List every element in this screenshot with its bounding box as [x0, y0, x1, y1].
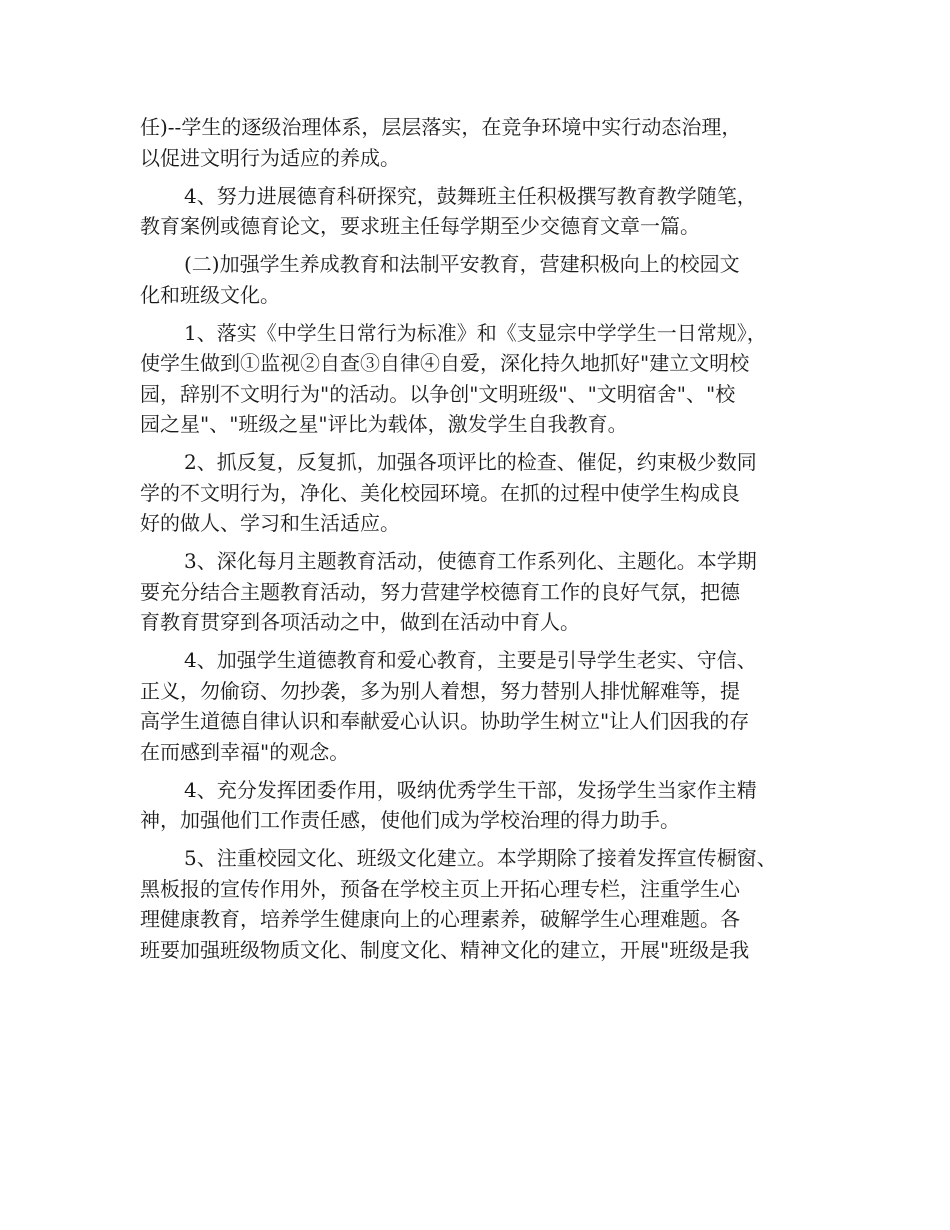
paragraph-line: 以促进文明行为适应的养成。 — [140, 145, 400, 170]
paragraph-line: 在而感到幸福"的观念。 — [140, 739, 350, 764]
document-body — [140, 112, 830, 965]
paragraph-line: 育教育贯穿到各项活动之中，做到在活动中育人。 — [140, 610, 580, 634]
paragraph-line: 任)--学生的逐级治理体系，层层落实，在竞争环境中实行动态治理， — [140, 115, 742, 139]
paragraph-line: 化和班级文化。 — [140, 282, 280, 307]
paragraph-line: 3、深化每月主题教育活动，使德育工作系列化、主题化。本学期 — [184, 549, 757, 573]
paragraph-line: 教育案例或德育论文，要求班主任每学期至少交德育文章一篇。 — [140, 214, 700, 238]
paragraph-line: 学的不文明行为，净化、美化校园环境。在抓的过程中使学生构成良 — [140, 480, 740, 505]
paragraph-line: 班要加强班级物质文化、制度文化、精神文化的建立，开展"班级是我 — [140, 937, 750, 962]
paragraph-line: 正义，勿偷窃、勿抄袭，多为别人着想，努力替别人排忧解难等，提 — [140, 678, 740, 703]
paragraph-line: 4、加强学生道德教育和爱心教育，主要是引导学生老实、守信、 — [184, 648, 757, 672]
paragraph-line: 使学生做到①监视②自查③自律④自爱，深化持久地抓好"建立文明校 — [140, 351, 750, 375]
paragraph-line: 园，辞别不文明行为"的活动。以争创"文明班级"、"文明宿舍"、"校 — [140, 381, 736, 406]
paragraph-line: 1、落实《中学生日常行为标准》和《支显宗中学学生一日常规》， — [184, 320, 767, 345]
paragraph-line: 4、充分发挥团委作用，吸纳优秀学生干部，发扬学生当家作主精 — [184, 777, 757, 802]
paragraph-line: 黑板报的宣传作用外，预备在学校主页上开拓心理专栏，注重学生心 — [140, 876, 740, 901]
paragraph-line: 5、注重校园文化、班级文化建立。本学期除了接着发挥宣传橱窗、 — [184, 846, 777, 870]
paragraph-line: 4、努力进展德育科研探究，鼓舞班主任积极撰写教育教学随笔， — [184, 183, 757, 208]
paragraph-line: 园之星"、"班级之星"评比为载体，激发学生自我教育。 — [140, 412, 628, 436]
paragraph-line: 好的做人、学习和生活适应。 — [140, 511, 400, 535]
paragraph-line: 神，加强他们工作责任感，使他们成为学校治理的得力助手。 — [140, 808, 680, 832]
paragraph-line: 高学生道德自律认识和奉献爱心认识。协助学生树立"让人们因我的存 — [140, 709, 750, 733]
paragraph-line: (二)加强学生养成教育和法制平安教育，营建积极向上的校园文 — [184, 252, 740, 276]
paragraph-line: 理健康教育，培养学生健康向上的心理素养，破解学生心理难题。各 — [140, 907, 740, 931]
paragraph-line: 要充分结合主题教育活动，努力营建学校德育工作的良好气氛，把德 — [140, 579, 740, 604]
paragraph-line: 2、抓反复，反复抓，加强各项评比的检查、催促，约束极少数同 — [184, 450, 757, 474]
